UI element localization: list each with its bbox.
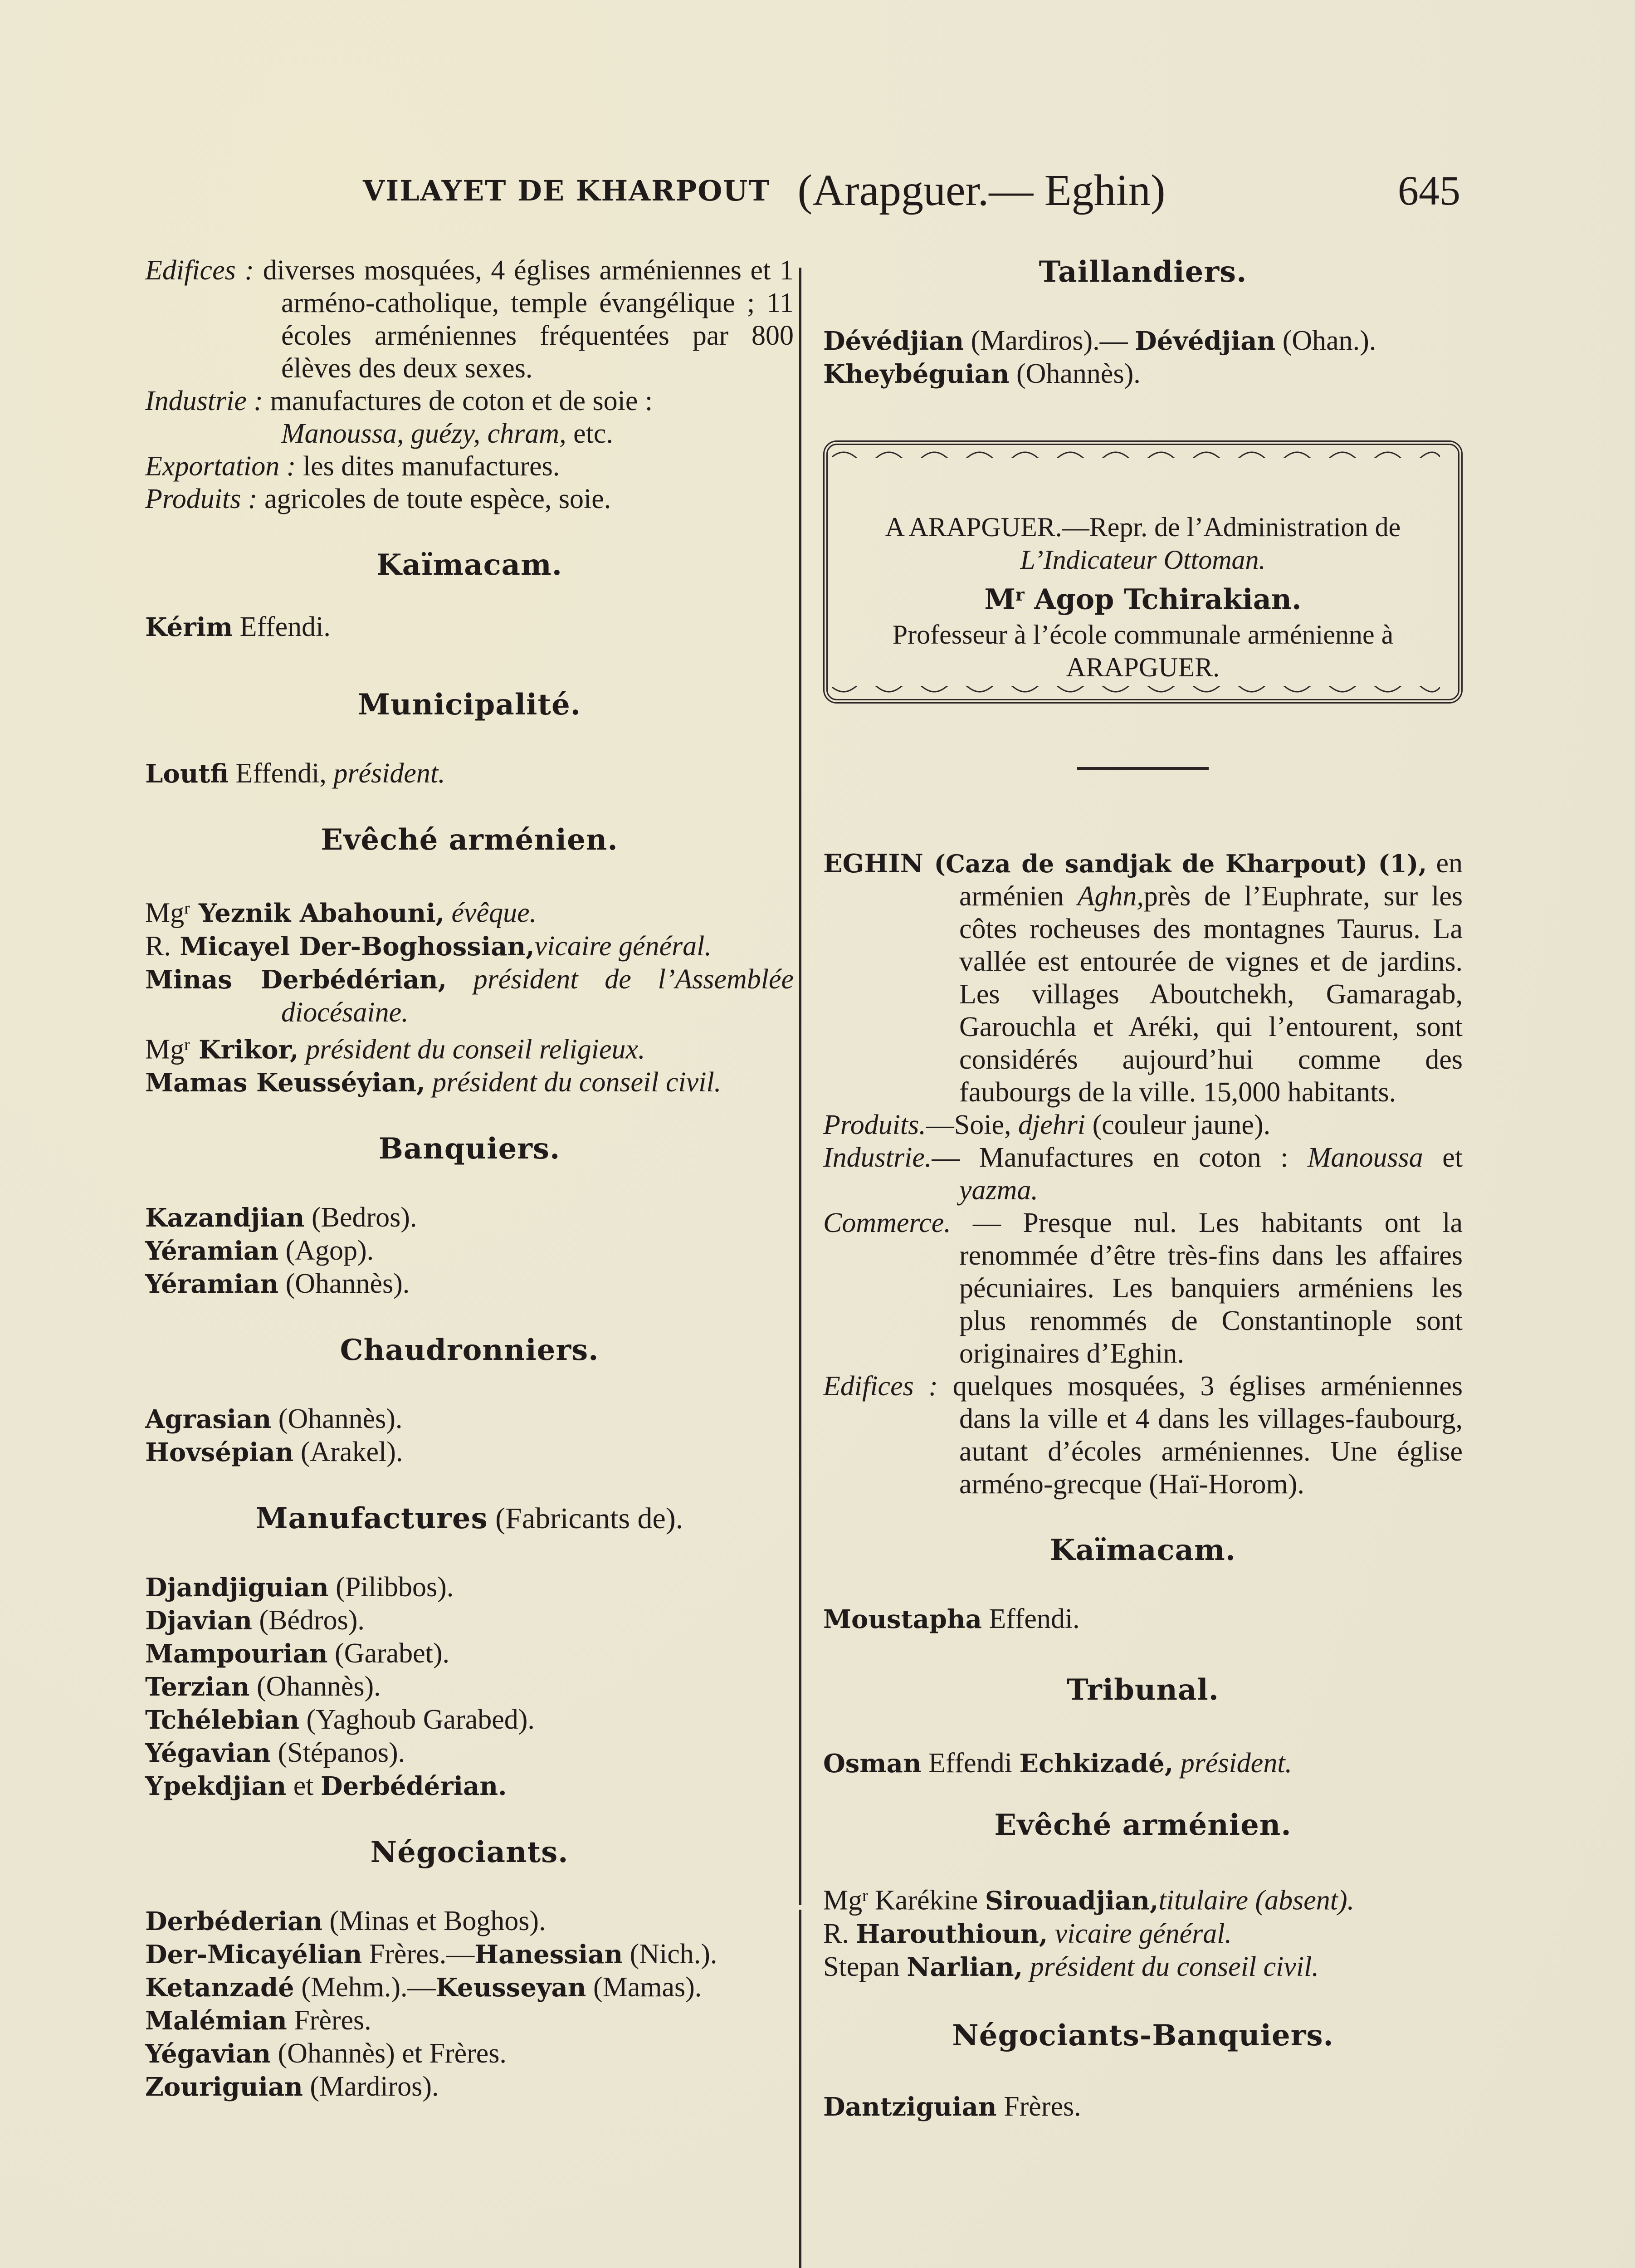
section-heading-kaimacam: Kaïmacam. xyxy=(376,548,563,582)
industrie-text: manufactures de coton et de soie : xyxy=(263,386,653,416)
entry-rest: et xyxy=(286,1770,321,1802)
advertisement-content xyxy=(864,511,1422,684)
list-item xyxy=(145,757,794,790)
entry-rest: (Ohannès). xyxy=(278,1268,410,1300)
eghin-title: EGHIN xyxy=(823,849,923,879)
entry-name: Hovsépian xyxy=(145,1437,294,1468)
entry-rest-2: (Mamas). xyxy=(586,1972,702,2003)
entry-rest: Effendi xyxy=(921,1748,1020,1779)
eghin-title-paren: (Caza de sandjak de Kharpout) (1), xyxy=(923,849,1427,878)
advertisement-box xyxy=(823,440,1463,704)
entry-rest-2: (Nich.). xyxy=(623,1939,717,1970)
entry-name: Micayel Der-Boghossian, xyxy=(171,931,535,962)
advertisement-name xyxy=(864,576,1422,618)
eghin-paragraph xyxy=(823,847,1463,1109)
entry-name-2: Derbédérian. xyxy=(321,1771,507,1802)
list-item xyxy=(145,1403,794,1436)
column-divider xyxy=(799,268,801,1905)
entry-rest: Frères.— xyxy=(362,1939,475,1970)
entry-name-2: Dévédjian xyxy=(1135,326,1276,356)
industrie-items-tail: etc. xyxy=(566,418,613,449)
list-item xyxy=(145,1571,794,1604)
entry-role: vicaire général. xyxy=(534,930,712,962)
entry-prefix-sup: r xyxy=(184,1035,190,1054)
industrie-paragraph xyxy=(145,385,794,417)
list-item xyxy=(823,1950,1463,1984)
industrie-italic-1: Manoussa xyxy=(1307,1142,1423,1173)
entry-rest: (Ohannès) et Frères. xyxy=(271,2038,507,2069)
entry-name: Terzian xyxy=(145,1672,250,1702)
entry-rest: (Bédros). xyxy=(252,1605,365,1636)
advert-name-text: Agop Tchirakian. xyxy=(1024,582,1302,616)
entry-role: président du conseil civil. xyxy=(425,1067,722,1098)
industrie-label: Industrie. xyxy=(823,1142,932,1173)
entry-prefix: Mg xyxy=(145,1034,185,1065)
entry-name: Zouriguian xyxy=(145,2072,303,2102)
entry-prefix-sup: r xyxy=(184,899,190,918)
entry-name: Harouthioun, xyxy=(856,1919,1048,1949)
list-item xyxy=(145,963,794,1029)
section-heading-banquiers: Banquiers. xyxy=(378,1132,561,1166)
produits-text: agricoles de toute espèce, soie. xyxy=(257,484,611,514)
entry-name: Mampourian xyxy=(145,1639,328,1669)
page-number: 645 xyxy=(1398,167,1460,214)
entry-rest: (Ohannès). xyxy=(271,1403,403,1435)
advert-name-prefix: M xyxy=(984,582,1016,616)
entry-rest: (Yaghoub Garabed). xyxy=(299,1704,535,1735)
section-heading-eveche: Evêché arménien. xyxy=(321,823,618,857)
left-column xyxy=(145,254,794,2103)
entry-name: Tchélebian xyxy=(145,1705,300,1735)
industrie-italic-2: yazma. xyxy=(959,1175,1038,1206)
list-item xyxy=(145,2037,794,2070)
produits-paragraph xyxy=(823,1109,1463,1141)
entry-role: président du conseil civil. xyxy=(1023,1951,1319,1982)
section-heading-tribunal: Tribunal. xyxy=(1067,1673,1219,1707)
entry-name: Sirouadjian, xyxy=(985,1886,1159,1916)
list-item xyxy=(145,930,794,963)
entry-name: Ypekdjian xyxy=(145,1771,287,1802)
exportation-text: les dites manufactures. xyxy=(296,451,560,482)
list-item xyxy=(145,1201,794,1234)
entry-prefix: Stepan xyxy=(823,1951,907,1982)
section-heading-municipalite: Municipalité. xyxy=(358,688,581,722)
heading-plain: (Fabricants de). xyxy=(488,1502,683,1535)
entry-rest: (Garabet). xyxy=(327,1638,450,1669)
entry-rest: Effendi. xyxy=(981,1603,1080,1634)
entry-rest: (Bedros). xyxy=(304,1202,417,1233)
entry-rest: Frères. xyxy=(996,2091,1081,2122)
edifices-label: Edifices : xyxy=(145,255,254,286)
section-heading-taillandiers: Taillandiers. xyxy=(1039,255,1247,289)
entry-rest: (Mehm.).— xyxy=(294,1972,436,2003)
entry-name: Loutfi xyxy=(145,759,229,789)
entry-rest: (Mardiros).— xyxy=(964,325,1135,356)
eghin-text-a: en arménien xyxy=(959,848,1463,912)
edifices-paragraph xyxy=(823,1370,1463,1501)
advert-text: A ARAPGUER.—Repr. de l’Administration de xyxy=(885,512,1401,542)
eghin-text-italic: Aghn, xyxy=(1077,881,1144,912)
entry-prefix: R. xyxy=(145,930,171,962)
list-item xyxy=(145,1670,794,1703)
list-item xyxy=(145,1736,794,1769)
list-item xyxy=(145,2004,794,2037)
entry-rest: (Ohannès). xyxy=(249,1671,381,1702)
section-heading-negociants: Négociants. xyxy=(370,1835,569,1870)
entry-rest: (Agop). xyxy=(278,1235,374,1266)
list-item xyxy=(823,1880,1463,1917)
entry-name: Osman xyxy=(823,1749,922,1779)
industrie-items-italic: Manoussa, guézy, chram, xyxy=(281,418,566,449)
entry-rest: Frères. xyxy=(287,2005,371,2036)
entry-role: président de l’Assemblée diocésaine. xyxy=(281,963,794,1028)
produits-tail: (couleur jaune). xyxy=(1085,1110,1271,1140)
entry-name: Derbéderian xyxy=(145,1906,323,1937)
list-item xyxy=(145,611,794,644)
entry-name: Agrasian xyxy=(145,1404,272,1435)
entry-name: Narlian, xyxy=(907,1952,1023,1982)
section-heading-negociants-banquiers: Négociants-Banquiers. xyxy=(952,2018,1334,2053)
entry-role: président. xyxy=(333,758,445,789)
produits-label: Produits : xyxy=(145,484,258,514)
list-item xyxy=(823,2090,1463,2123)
industrie-paragraph xyxy=(823,1141,1463,1207)
edifices-paragraph xyxy=(145,254,794,385)
entry-name-2: Echkizadé, xyxy=(1019,1749,1174,1779)
entry-rest: (Stépanos). xyxy=(271,1737,405,1769)
industrie-label: Industrie : xyxy=(145,386,264,416)
commerce-label: Commerce. xyxy=(823,1207,951,1238)
entry-name: Yéramian xyxy=(145,1269,279,1300)
list-item xyxy=(145,1769,794,1803)
advertisement-line-1 xyxy=(864,511,1422,576)
edifices-text: quelques mosquées, 3 églises arméniennes dans la ville et 4 dans les villages-faubourg, autant d’écoles arméniennes. Une église arméno-grecque (Haï-Horom). xyxy=(938,1371,1463,1500)
running-head-title: VILAYET DE KHARPOUT xyxy=(363,174,771,207)
list-item xyxy=(145,2070,794,2103)
exportation-paragraph xyxy=(145,450,794,483)
entry-rest: (Mardiros). xyxy=(303,2071,439,2102)
entry-name: Yéramian xyxy=(145,1236,279,1266)
entry-name: Djandjiguian xyxy=(145,1573,329,1603)
entry-name-2: Hanessian xyxy=(474,1940,623,1970)
list-item xyxy=(145,1436,794,1469)
entry-name: Yégavian xyxy=(145,2039,271,2069)
entry-role: titulaire (absent). xyxy=(1158,1885,1355,1916)
list-item xyxy=(823,324,1463,357)
entry-rest: Effendi. xyxy=(233,611,331,642)
entry-role: vicaire général. xyxy=(1048,1918,1232,1949)
list-item xyxy=(145,1066,794,1099)
running-head xyxy=(363,163,1460,218)
list-item xyxy=(145,1234,794,1267)
eghin-text-b: près de l’Euphrate, sur les côtes rocheuses des montagnes Taurus. La vallée est entourée de vignes et de jardins. Les villages Aboutchekh, Gamaragab, Garouchla et Aréki, qui l’entourent, sont considérés aujourd’hui comme des faubourgs de la ville. 15,000 habitants. xyxy=(959,881,1463,1108)
running-head-subtitle: (Arapguer.— Eghin) xyxy=(797,166,1166,215)
list-item xyxy=(823,1747,1463,1780)
entry-rest: (Minas et Boghos). xyxy=(322,1906,546,1937)
list-item xyxy=(145,1267,794,1300)
entry-name: Kérim xyxy=(145,612,233,642)
produits-text: —Soie, xyxy=(926,1110,1019,1140)
produits-paragraph xyxy=(145,483,794,515)
entry-rest: (Arakel). xyxy=(293,1437,403,1468)
heading-bold: Manufactures xyxy=(255,1501,488,1536)
entry-role: président. xyxy=(1173,1748,1293,1779)
list-item xyxy=(823,1917,1463,1950)
produits-label: Produits. xyxy=(823,1110,926,1140)
industrie-mid: et xyxy=(1423,1142,1463,1173)
entry-name: Der-Micayélian xyxy=(145,1940,362,1970)
edifices-text: diverses mosquées, 4 églises arméniennes et 1 arméno-catholique, temple évangélique ; 11 écoles arméniennes fréquentées par 800 élèves des deux sexes. xyxy=(254,255,794,384)
list-item xyxy=(145,1637,794,1670)
entry-name: Krikor, xyxy=(190,1035,299,1065)
entry-rest: (Ohannès). xyxy=(1009,358,1141,389)
entry-rest-2: (Ohan.). xyxy=(1275,325,1376,356)
entry-name: Dantziguian xyxy=(823,2092,997,2122)
list-item xyxy=(145,1604,794,1637)
list-item xyxy=(823,1603,1463,1636)
column-divider-lower xyxy=(799,1910,801,2268)
produits-italic: djehri xyxy=(1018,1110,1086,1140)
commerce-text: — Presque nul. Les habitants ont la renommée d’être très-fins dans les affaires pécuniaires. Les banquiers arméniens les plus renommés de Constantinople sont originaires d’Eghin. xyxy=(951,1207,1463,1369)
entry-name: Yeznik Abahouni, xyxy=(190,898,445,929)
section-heading-kaimacam: Kaïmacam. xyxy=(1049,1533,1236,1567)
commerce-paragraph xyxy=(823,1207,1463,1370)
section-heading-eveche: Evêché arménien. xyxy=(994,1808,1292,1842)
entry-prefix: R. xyxy=(823,1918,856,1949)
list-item xyxy=(145,1971,794,2004)
industrie-text: — Manufactures en coton : xyxy=(932,1142,1308,1173)
entry-name: Moustapha xyxy=(823,1604,982,1634)
advert-publication-title: L’Indicateur Ottoman. xyxy=(1020,545,1266,575)
list-item xyxy=(823,357,1463,391)
entry-plain: Karékine xyxy=(868,1885,985,1916)
edifices-label: Edifices : xyxy=(823,1371,938,1402)
entry-role: évêque. xyxy=(444,897,537,929)
ornamental-border-bottom xyxy=(832,686,1440,696)
entry-rest: (Pilibbos). xyxy=(328,1572,454,1603)
industrie-items xyxy=(145,417,794,450)
right-column xyxy=(823,254,1463,2123)
entry-name: Kazandjian xyxy=(145,1203,305,1233)
list-item xyxy=(145,1703,794,1736)
entry-name: Ketanzadé xyxy=(145,1973,294,2003)
entry-prefix-sup: r xyxy=(862,1887,868,1905)
entry-prefix: Mg xyxy=(145,897,185,929)
advert-name-sup: r xyxy=(1015,585,1025,605)
section-heading-manufactures xyxy=(145,1501,794,1537)
entry-name-2: Keusseyan xyxy=(435,1973,586,2003)
entry-prefix: Mg xyxy=(823,1885,863,1916)
entry-name: Mamas Keusséyian, xyxy=(145,1068,425,1098)
entry-name: Kheybéguian xyxy=(823,359,1010,389)
section-heading-chaudronniers: Chaudronniers. xyxy=(340,1333,599,1368)
list-item xyxy=(145,1905,794,1938)
entry-rest: Effendi, xyxy=(229,758,334,789)
entry-name: Djavian xyxy=(145,1606,252,1636)
entry-name: Dévédjian xyxy=(823,326,964,356)
list-item xyxy=(145,892,794,930)
exportation-label: Exportation : xyxy=(145,451,296,482)
list-item xyxy=(145,1029,794,1066)
entry-role: président du conseil religieux. xyxy=(298,1034,645,1065)
entry-name: Minas Derbédérian, xyxy=(145,964,447,995)
ornamental-border-top xyxy=(832,448,1440,458)
entry-name: Malémian xyxy=(145,2006,287,2036)
entry-name: Yégavian xyxy=(145,1738,271,1769)
advertisement-line-3: Professeur à l’école communale arménienne à ARAPGUER. xyxy=(892,619,1394,682)
list-item xyxy=(145,1938,794,1971)
